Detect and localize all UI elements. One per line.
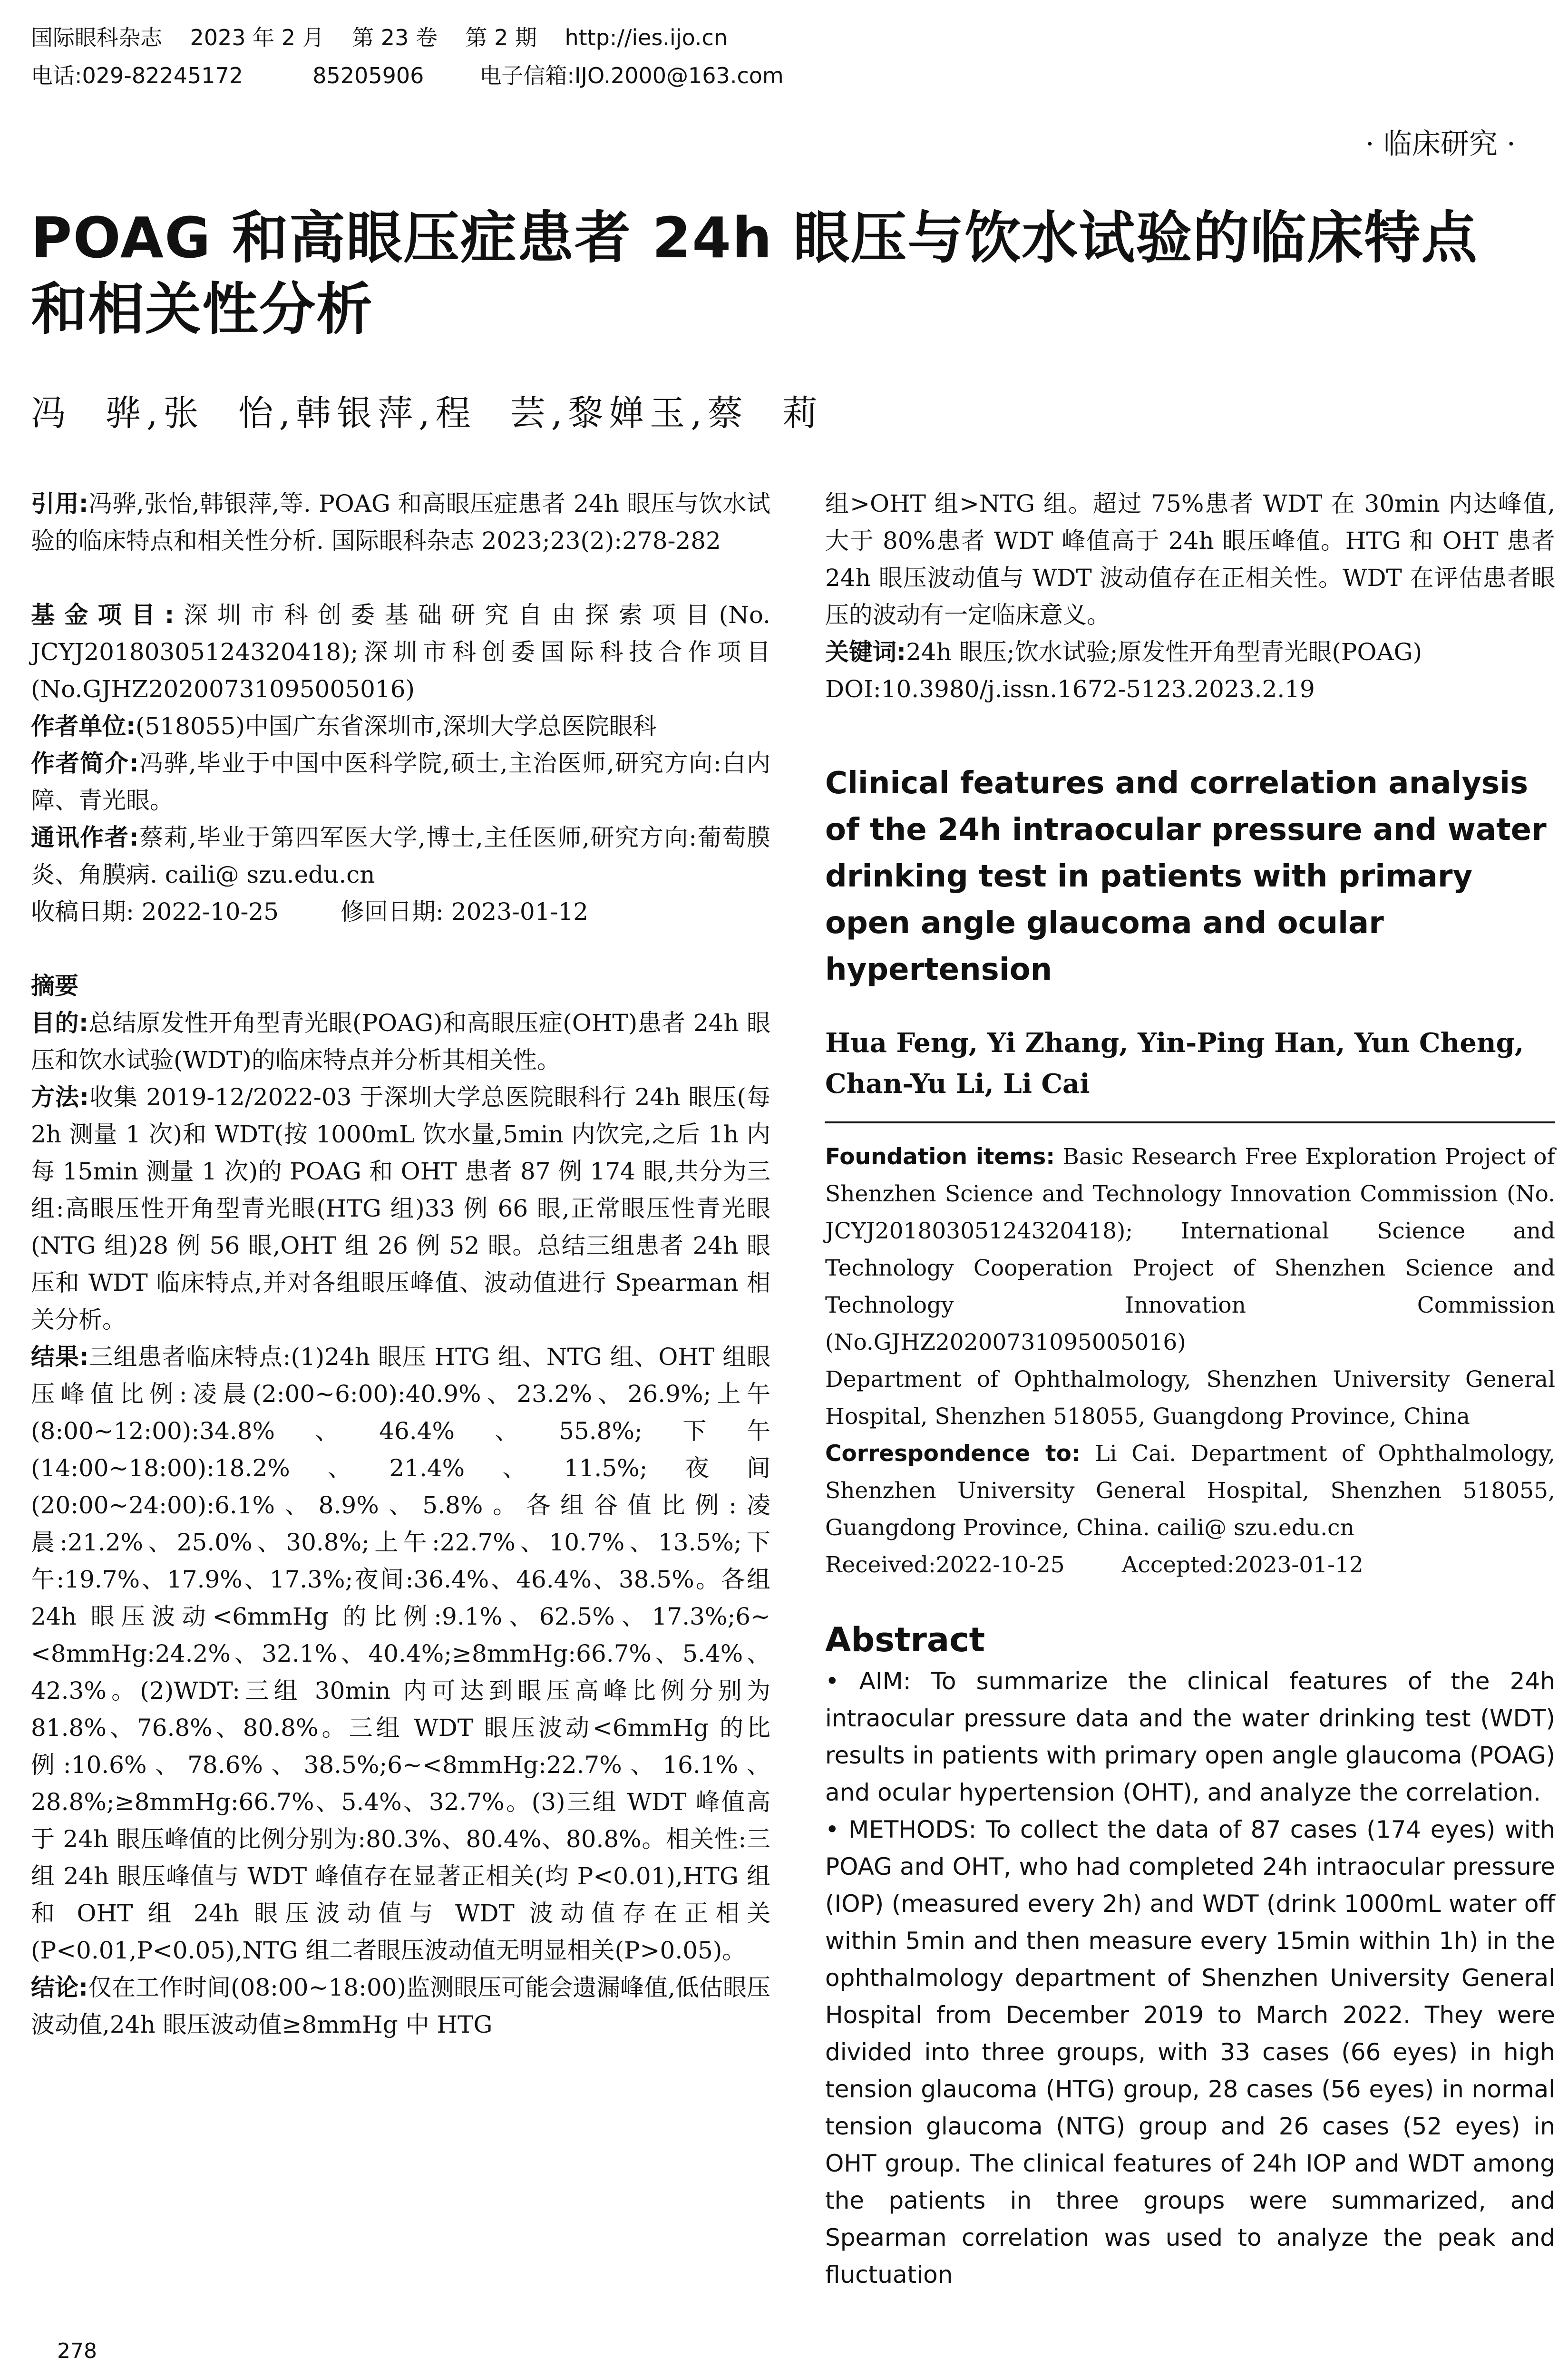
received-accepted bbox=[825, 1547, 1555, 1584]
fund-text: 深圳市科创委基础研究自由探索项目(No. JCYJ20180305124320418);深圳市科创委国际科技合作项目(No.GJHZ20200731095005016) bbox=[31, 601, 771, 703]
methods-label-en: • METHODS: bbox=[825, 1816, 977, 1843]
dates bbox=[31, 893, 770, 930]
correspondence-text: Li Cai. Department of Ophthalmology, Shenzhen University General Hospital, Shenzhen 518055, Guangdong Province, China. caili@ szu.edu.cn bbox=[825, 1441, 1555, 1541]
author-unit bbox=[31, 708, 770, 745]
citation-text: 冯骅,张怡,韩银萍,等. POAG 和高眼压症患者 24h 眼压与饮水试验的临床特点和相关性分析. 国际眼科杂志 2023;23(2):278-282 bbox=[31, 490, 771, 555]
abstract-heading-cn: 摘要 bbox=[31, 972, 78, 1000]
methods-text-cn: 收集 2019-12/2022-03 于深圳大学总医院眼科行 24h 眼压(每 2h 测量 1 次)和 WDT(按 1000mL 饮水量,5min 内饮完,之后 1h 内每 15min 测量 1 次)的 POAG 和 OHT 患者 87 例 174 眼,共分为三组:高眼压性开角型青光眼(HTG 组)33 例 66 眼,正常眼压性青光眼(NTG 组)28 例 56 眼,OHT 组 26 例 52 眼。总结三组患者 24h 眼压和 WDT 临床特点,并对各组眼压峰值、波动值进行 Spearman 相关分析。 bbox=[31, 1083, 770, 1334]
author-bio bbox=[31, 745, 770, 819]
citation-label: 引用: bbox=[31, 490, 88, 517]
abstract-heading-en: Abstract bbox=[825, 1620, 985, 1659]
abstract-methods-cn bbox=[31, 1079, 770, 1338]
aim-label-en: • AIM: bbox=[825, 1667, 911, 1695]
accepted-en: Accepted:2023-01-12 bbox=[1121, 1552, 1363, 1578]
correspondence bbox=[825, 1435, 1555, 1547]
keywords-cn bbox=[825, 633, 1555, 671]
foundation-items bbox=[825, 1139, 1555, 1361]
left-column bbox=[31, 485, 770, 2043]
abstract-aim-cn bbox=[31, 1004, 770, 1079]
results-label-cn: 结果: bbox=[31, 1343, 89, 1371]
conclusion-label-cn: 结论: bbox=[31, 1974, 88, 2001]
department: Department of Ophthalmology, Shenzhen University General Hospital, Shenzhen 518055, Guangdong Province, China bbox=[825, 1366, 1555, 1430]
abstract-results-cn bbox=[31, 1338, 770, 1969]
keywords-text: 24h 眼压;饮水试验;原发性开角型青光眼(POAG) bbox=[906, 638, 1422, 666]
page-number: 278 bbox=[57, 2339, 97, 2363]
unit-label: 作者单位: bbox=[31, 712, 136, 740]
received-en: Received:2022-10-25 bbox=[825, 1552, 1065, 1578]
unit-text: (518055)中国广东省深圳市,深圳大学总医院眼科 bbox=[136, 712, 657, 740]
methods-text-en: To collect the data of 87 cases (174 eyes) with POAG and OHT, who had completed 24h intraocular pressure (IOP) (measured every 2h) and WDT (drink 1000mL water off within 5min and then measure every 15min within 1h) in the ophthalmology department of Shenzhen University General Hospital from December 2019 to March 2022. They were divided into three groups, with 33 cases (66 eyes) in high tension glaucoma (HTG) group, 28 cases (56 eyes) in normal tension glaucoma (NTG) group and 26 cases (52 eyes) in OHT group. The clinical features of 24h IOP and WDT among the patients in three groups were summarized, and Spearman correlation was used to analyze the peak and fluctuation bbox=[825, 1816, 1555, 2289]
abstract-conclusion-cn bbox=[31, 1969, 770, 2043]
doi: DOI:10.3980/j.issn.1672-5123.2023.2.19 bbox=[825, 675, 1315, 703]
corr-text: 蔡莉,毕业于第四军医大学,博士,主任医师,研究方向:葡萄膜炎、角膜病. caili@ szu.edu.cn bbox=[31, 824, 771, 888]
divider-line bbox=[825, 1121, 1555, 1123]
corr-label: 通讯作者: bbox=[31, 824, 139, 851]
methods-label-cn: 方法: bbox=[31, 1083, 89, 1111]
fund-label: 基金项目: bbox=[31, 601, 175, 629]
foundation-label: Foundation items: bbox=[825, 1144, 1055, 1170]
bio-label: 作者简介: bbox=[31, 750, 139, 777]
conclusion-continued-cn: 组>OHT 组>NTG 组。超过 75%患者 WDT 在 30min 内达峰值,大于 80%患者 WDT 峰值高于 24h 眼压峰值。HTG 和 OHT 患者 24h 眼压波动值与 WDT 波动值存在正相关性。WDT 在评估患者眼压的波动有一定临床意义。 bbox=[825, 490, 1555, 629]
right-column bbox=[825, 485, 1555, 2293]
revised-date: 修回日期: 2023-01-12 bbox=[341, 898, 589, 925]
aim-label-cn: 目的: bbox=[31, 1009, 88, 1037]
fund-info bbox=[31, 596, 770, 708]
journal-header-line1: 国际眼科杂志 2023 年 2 月 第 23 卷 第 2 期 http://ies.ijo.cn bbox=[31, 25, 728, 50]
article-title: POAG 和高眼压症患者 24h 眼压与饮水试验的临床特点和相关性分析 bbox=[31, 205, 1479, 342]
english-title: Clinical features and correlation analysis of the 24h intraocular pressure and water drinking test in patients with primary open angle glaucoma and ocular hypertension bbox=[825, 766, 1547, 987]
corresponding-author bbox=[31, 819, 770, 893]
foundation-text: Basic Research Free Exploration Project of Shenzhen Science and Technology Innovation Commission (No. JCYJ20180305124320418); International Science and Technology Cooperation Project of Shenzhen Science and Technology Innovation Commission (No.GJHZ20200731095005016) bbox=[825, 1144, 1555, 1355]
abstract-aim-en bbox=[825, 1663, 1555, 1811]
citation bbox=[31, 485, 770, 559]
conclusion-text-cn: 仅在工作时间(08:00~18:00)监测眼压可能会遗漏峰值,低估眼压波动值,24h 眼压波动值≥8mmHg 中 HTG bbox=[31, 1974, 770, 2038]
received-date: 收稿日期: 2022-10-25 bbox=[31, 898, 279, 925]
aim-text-cn: 总结原发性开角型青光眼(POAG)和高眼压症(OHT)患者 24h 眼压和饮水试验(WDT)的临床特点并分析其相关性。 bbox=[31, 1009, 770, 1074]
abstract-methods-en bbox=[825, 1811, 1555, 2293]
results-text-cn: 三组患者临床特点:(1)24h 眼压 HTG 组、NTG 组、OHT 组眼压峰值比例:凌晨(2:00~6:00):40.9%、23.2%、26.9%;上午(8:00~12:00):34.8%、46.4%、55.8%;下午(14:00~18:00):18.2%、21.4%、11.5%;夜间(20:00~24:00):6.1%、8.9%、5.8%。各组谷值比例:凌晨:21.2%、25.0%、30.8%;上午:22.7%、10.7%、13.5%;下午:19.7%、17.9%、17.3%;夜间:36.4%、46.4%、38.5%。各组 24h 眼压波动<6mmHg 的比例:9.1%、62.5%、17.3%;6~<8mmHg:24.2%、32.1%、40.4%;≥8mmHg:66.7%、5.4%、42.3%。(2)WDT:三组 30min 内可达到眼压高峰比例分别为81.8%、76.8%、80.8%。三组 WDT 眼压波动<6mmHg 的比例:10.6%、78.6%、38.5%;6~<8mmHg:22.7%、16.1%、28.8%;≥8mmHg:66.7%、5.4%、32.7%。(3)三组 WDT 峰值高于 24h 眼压峰值的比例分别为:80.3%、80.4%、80.8%。相关性:三组 24h 眼压峰值与 WDT 峰值存在显著正相关(均 P<0.01),HTG 组和 OHT 组 24h 眼压波动值与 WDT 波动值存在正相关(P<0.01,P<0.05),NTG 组二者眼压波动值无明显相关(P>0.05)。 bbox=[31, 1343, 770, 1964]
section-tag: · 临床研究 · bbox=[1365, 127, 1516, 161]
english-authors: Hua Feng, Yi Zhang, Yin-Ping Han, Yun Cheng, Chan-Yu Li, Li Cai bbox=[825, 1027, 1524, 1100]
aim-text-en: To summarize the clinical features of the 24h intraocular pressure data and the water drinking test (WDT) results in patients with primary open angle glaucoma (POAG) and ocular hypertension (OHT), and analyze the correlation. bbox=[825, 1667, 1555, 1806]
keywords-label: 关键词: bbox=[825, 638, 906, 666]
author-list: 冯 骅,张 怡,韩银萍,程 芸,黎婵玉,蔡 莉 bbox=[31, 393, 823, 434]
bio-text: 冯骅,毕业于中国中医科学院,硕士,主治医师,研究方向:白内障、青光眼。 bbox=[31, 750, 771, 814]
correspondence-label: Correspondence to: bbox=[825, 1441, 1081, 1467]
journal-header-line2: 电话:029-82245172 85205906 电子信箱:IJO.2000@163.com bbox=[31, 63, 784, 88]
